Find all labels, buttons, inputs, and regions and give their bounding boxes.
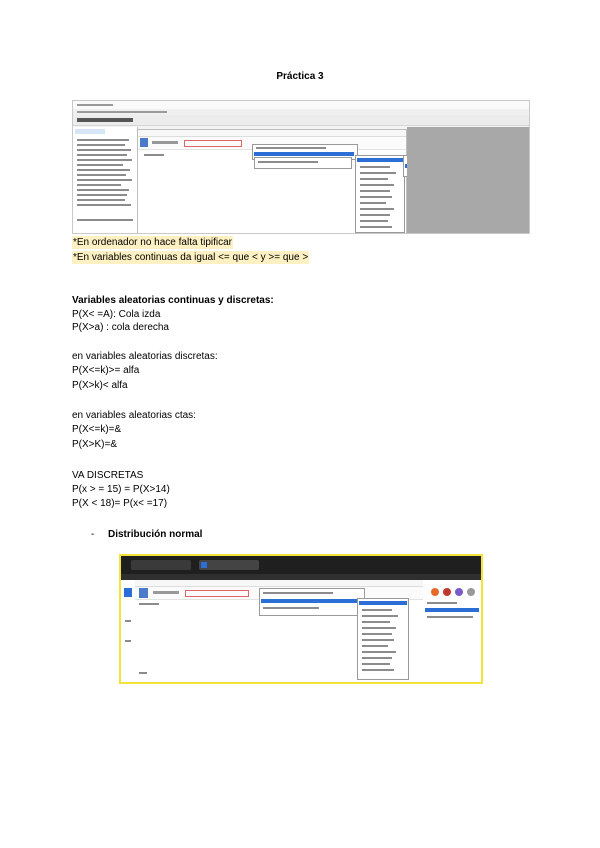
text-line: P(X<=k)=& bbox=[72, 424, 122, 435]
browser-sidebar bbox=[121, 580, 136, 682]
bullet-heading: Distribución normal bbox=[108, 529, 203, 540]
highlighted-note: *En ordenador no hace falta tipificar bbox=[73, 237, 232, 248]
browser-right-panel bbox=[423, 580, 481, 682]
page-title: Práctica 3 bbox=[276, 71, 324, 82]
app-background-area bbox=[407, 127, 529, 233]
subheading: en variables aleatorias ctas: bbox=[72, 410, 196, 421]
screenshot-statistics-app bbox=[72, 100, 530, 234]
subheading: VA DISCRETAS bbox=[72, 470, 144, 481]
text-line: P(X>k)< alfa bbox=[72, 380, 128, 391]
section-heading: Variables aleatorias continuas y discretas: bbox=[72, 295, 274, 306]
note-line bbox=[72, 236, 233, 249]
text-line: P(X>a) : cola derecha bbox=[72, 322, 169, 333]
text-line: P(X < 18)= P(x< =17) bbox=[72, 498, 168, 509]
bullet-marker: - bbox=[91, 529, 95, 540]
note-line bbox=[72, 251, 309, 264]
app-session-pane bbox=[73, 127, 138, 233]
screenshot-browser-app bbox=[119, 554, 483, 684]
browser-submenu-distributions bbox=[357, 598, 409, 680]
text-line: P(x > = 15) = P(X>14) bbox=[72, 484, 170, 495]
highlighted-note: *En variables continuas da igual <= que < y >= que > bbox=[73, 252, 309, 263]
app-submenu-distributions bbox=[355, 155, 405, 233]
app-titlebar bbox=[73, 101, 529, 109]
app-toolbar bbox=[73, 115, 529, 126]
subheading: en variables aleatorias discretas: bbox=[72, 351, 218, 362]
text-line: P(X< =A): Cola izda bbox=[72, 309, 161, 320]
text-line: P(X<=k)>= alfa bbox=[72, 365, 140, 376]
text-line: P(X>K)=& bbox=[72, 439, 118, 450]
